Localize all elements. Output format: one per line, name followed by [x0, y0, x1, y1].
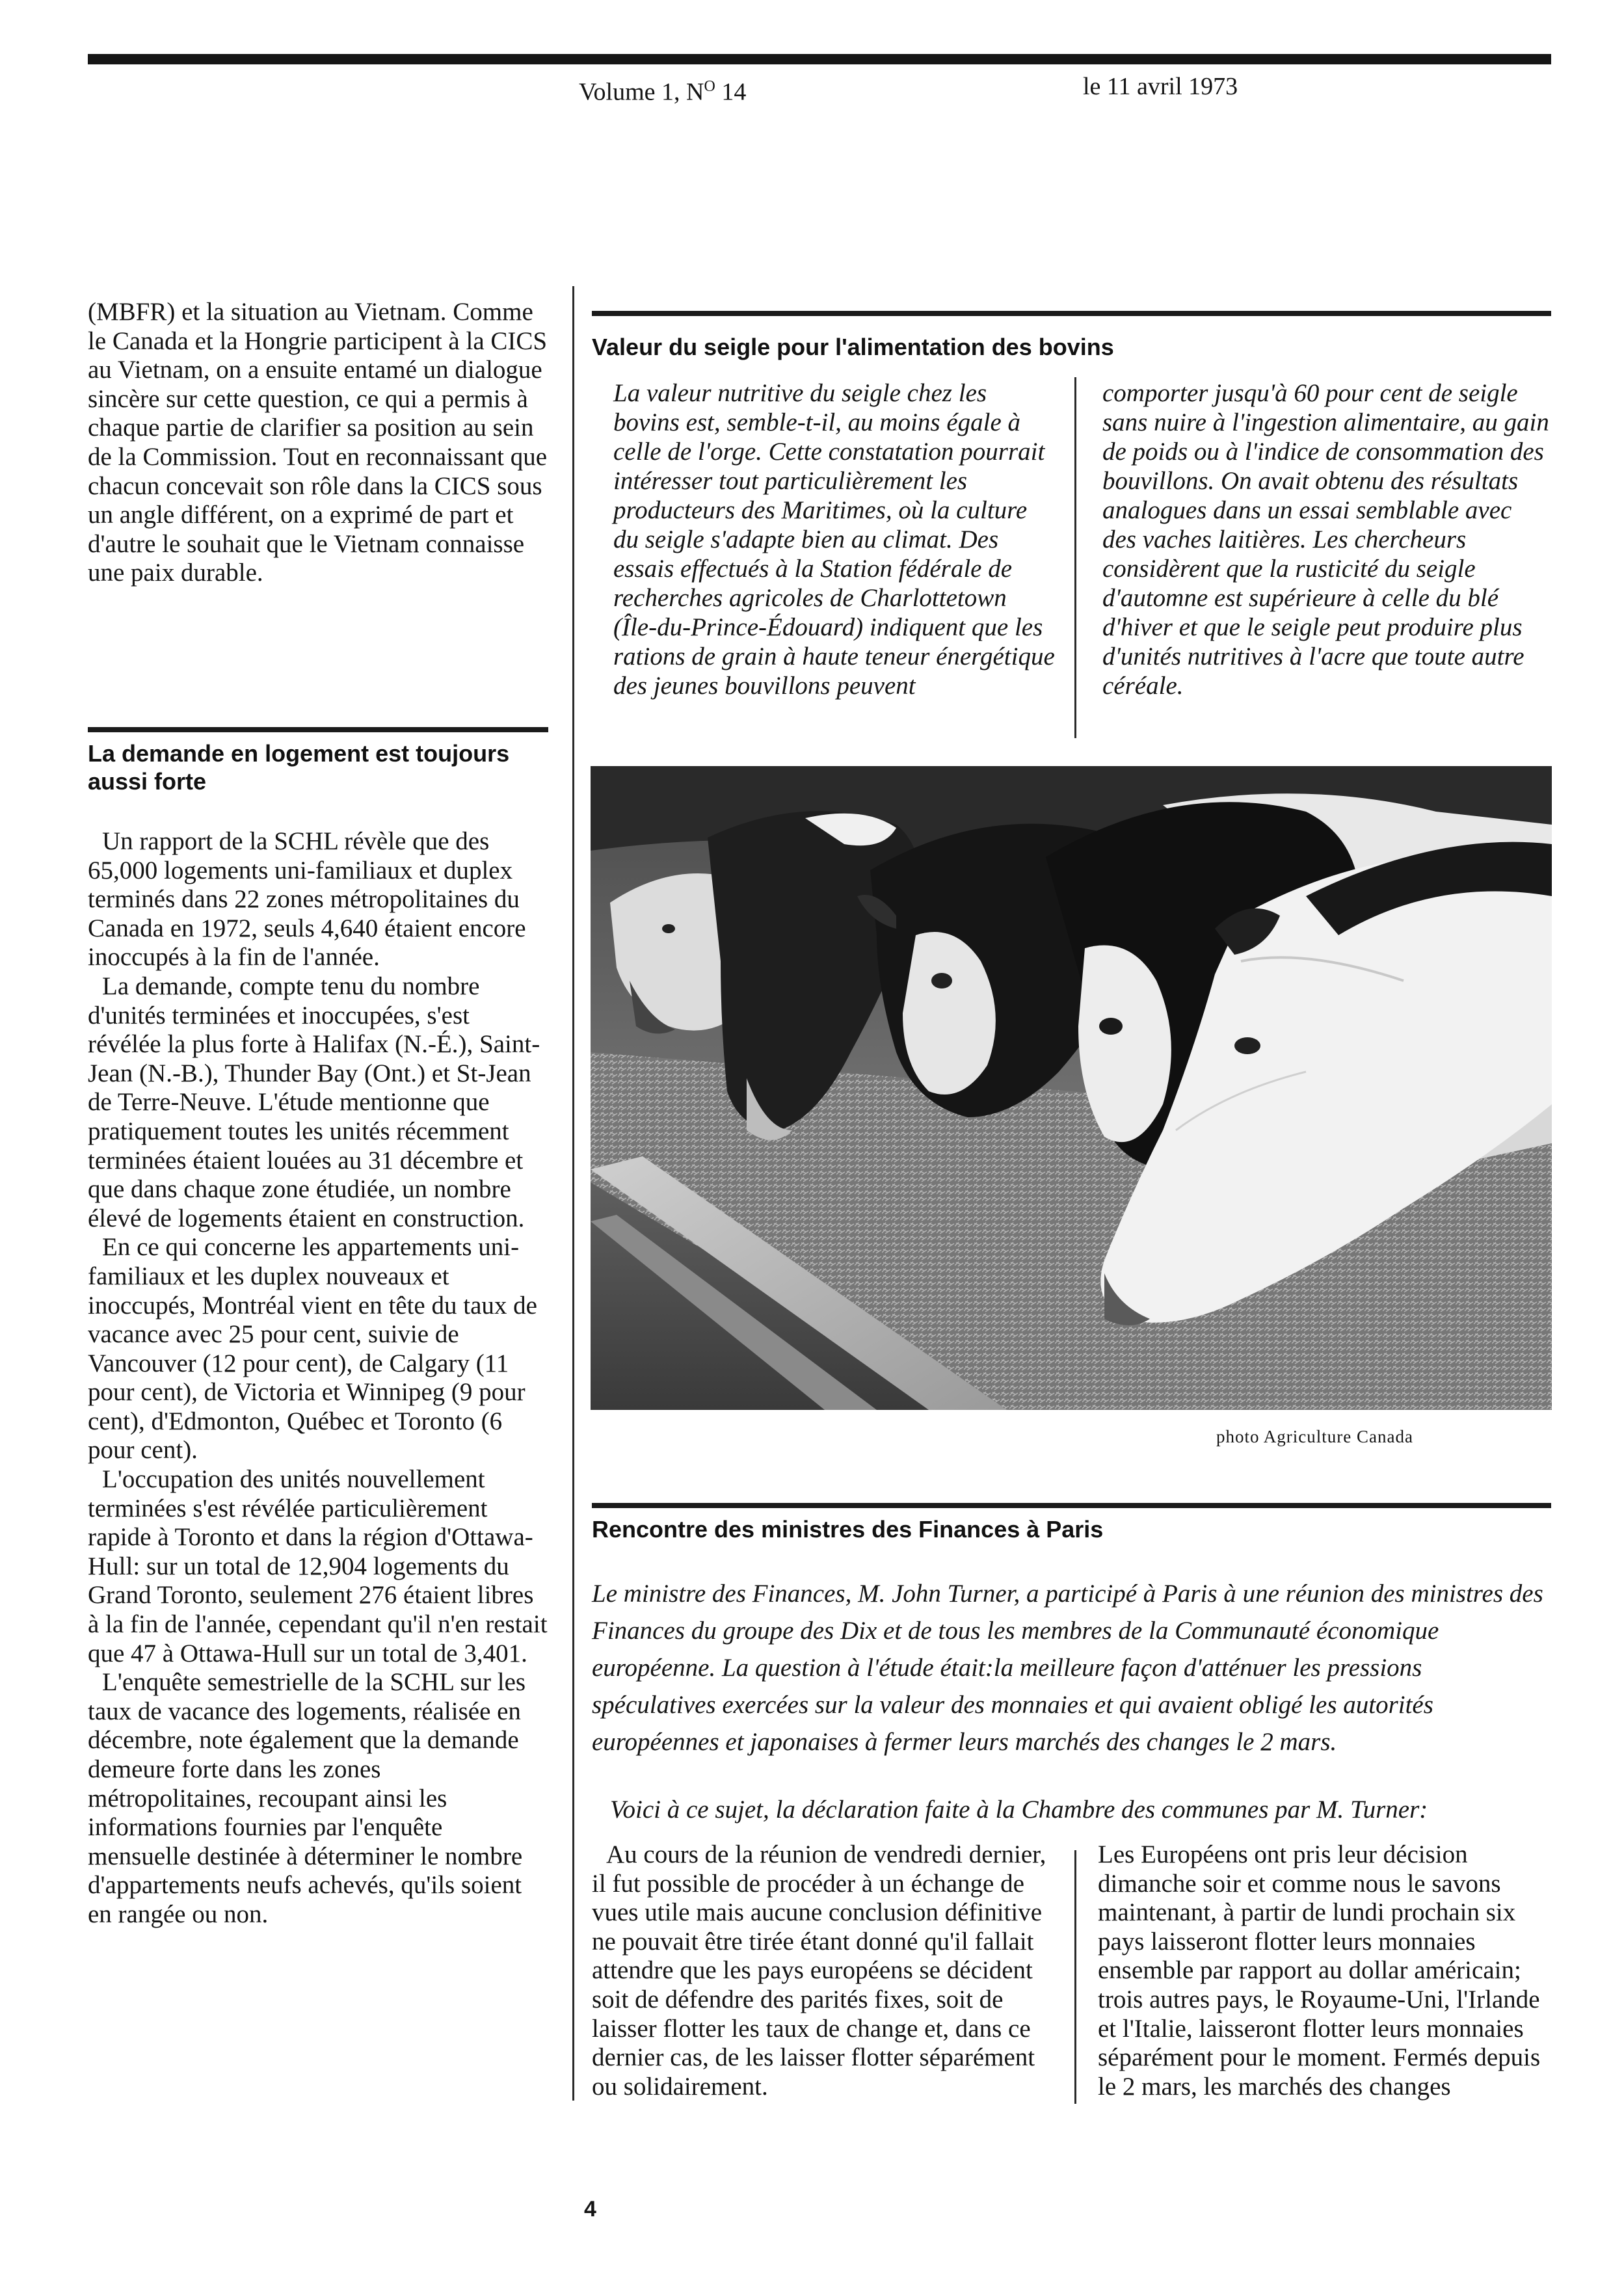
page-number: 4 [584, 2197, 596, 2222]
cattle-feeding-photo [591, 766, 1552, 1410]
vietnam-article-text [88, 298, 548, 588]
rye-text-col2: comporter jusqu'à 60 pour cent de seigle sans nuire à l'ingestion alimentaire, au gain de poids ou à l'indice de consommation des bouvillons. On avait obtenu des résultats analogues dans un essai semblable avec des vaches laitières. Les chercheurs considèrent que la rusticité du seigle d'automne est supérieure à celle du blé d'hiver et que le seigle peut produire plus d'unités nutritives à l'acre que toute autre céréale. [1102, 379, 1549, 700]
housing-paragraph-1: Un rapport de la SCHL révèle que des 65,000 logements uni-familiaux et duplex terminés dans 22 zones métropolitaines du Canada en 1972, seuls 4,640 étaient encore inoccupés à la fin de l'année. [88, 827, 526, 972]
issue-date: le 11 avril 1973 [1083, 73, 1238, 100]
finance-text-col2 [1098, 1840, 1553, 2101]
masthead-rule [88, 54, 1551, 64]
column-separator-finance [1074, 1850, 1076, 2104]
finance-text-col1 [592, 1840, 1054, 2101]
housing-title-rule [88, 727, 548, 732]
finance-title-rule [592, 1503, 1551, 1508]
column-separator-rye [1074, 377, 1076, 738]
finance-intro: Le ministre des Finances, M. John Turner, a participé à Paris à une réunion des ministres des Finances du groupe des Dix et de tous les membres de la Communauté économique européenne. La question à l'étude était:la meilleure façon d'atténuer les pressions spéculatives exercées sur la valeur des monnaies et qui avaient obligé les autorités européennes et japonaises à fermer leurs marchés des changes le 2 mars. [592, 1580, 1543, 1756]
housing-paragraph-3: En ce qui concerne les appartements uni-familiaux et les duplex nouveaux et inoccupés, Montréal vient en tête du taux de vacance avec 25 pour cent, suivie de Vancouver (12 pour cent), de Calgary (11 pour cent), de Victoria et Winnipeg (9 pour cent), d'Edmonton, Québec et Toronto (6 pour cent). [88, 1233, 537, 1465]
column-separator-left [572, 286, 574, 2101]
housing-paragraph-2: La demande, compte tenu du nombre d'unités terminées et inoccupées, s'est révélée la plus forte à Halifax (N.-É.), Saint-Jean (N.-B.), Thunder Bay (Ont.) et St-Jean de Terre-Neuve. L'étude mentionne que pratiquement toutes les unités récemment terminées étaient louées au 31 décembre et que dans chaque zone étudiée, un nombre élevé de logements étaient en construction. [88, 972, 540, 1232]
finance-paragraph-2: Les Européens ont pris leur décision dimanche soir et comme nous le savons maintenant, à partir de lundi prochain six pays laisseront flotter leurs monnaies ensemble par rapport au dollar américain; trois autres pays, le Royaume-Uni, l'Irlande et l'Italie, laisseront flotter leurs monnaies séparément pour le moment. Fermés depuis le 2 mars, les marchés des changes [1098, 1840, 1541, 2101]
housing-article-text [88, 827, 548, 1930]
vietnam-paragraph: (MBFR) et la situation au Vietnam. Comme le Canada et la Hongrie participent à la CICS au Vietnam, on a ensuite entamé un dialogue sincère sur cette question, ce qui a permis à chaque partie de clarifier sa position au sein de la Commission. Tout en reconnaissant que chacun concevait son rôle dans la CICS sous un angle différent, on a exprimé de part et d'autre le souhait que le Vietnam connaisse une paix durable. [88, 298, 548, 587]
finance-lead: Voici à ce sujet, la déclaration faite à la Chambre des communes par M. Turner: [610, 1796, 1428, 1824]
rye-article-title: Valeur du seigle pour l'alimentation des bovins [592, 334, 1114, 360]
volume-number: Volume 1, $N^O$ 14 [579, 78, 747, 106]
rye-title-rule [592, 311, 1551, 316]
housing-paragraph-5: L'enquête semestrielle de la SCHL sur les taux de vacance des logements, réalisée en décembre, note également que la demande demeure forte dans les zones métropolitaines, recoupant ainsi les informations fournies par l'enquête mensuelle destinée à déterminer le nombre d'appartements neufs achevés, qu'ils soient en rangée ou non. [88, 1668, 526, 1928]
rye-text-col1: La valeur nutritive du seigle chez les bovins est, semble-t-il, au moins égale à celle de l'orge. Cette constatation pourrait intéresser tout particulièrement les producteurs des Maritimes, où la culture du seigle s'adapte bien au climat. Des essais effectués à la Station fédérale de recherches agricoles de Charlottetown (Île-du-Prince-Édouard) indiquent que les rations de grain à haute teneur énergétique des jeunes bouvillons peuvent [613, 379, 1055, 700]
housing-article-title: La demande en logement est toujours aussi forte [88, 740, 510, 795]
finance-article-title: Rencontre des ministres des Finances à Paris [592, 1516, 1104, 1543]
photo-credit: photo Agriculture Canada [1216, 1427, 1413, 1446]
housing-paragraph-4: L'occupation des unités nouvellement terminées s'est révélée particulièrement rapide à Toronto et dans la région d'Ottawa-Hull: sur un total de 12,904 logements du Grand Toronto, seulement 276 étaient libres à la fin de l'année, cependant qu'il n'en restait que 47 à Ottawa-Hull sur un total de 3,401. [88, 1465, 548, 1667]
finance-paragraph-1: Au cours de la réunion de vendredi dernier, il fut possible de procéder à un échange de vues utile mais aucune conclusion définitive ne pouvait être tirée étant donné qu'il fallait attendre que les pays européens se décident soit de défendre des parités fixes, soit de laisser flotter les taux de change et, dans ce dernier cas, de les laisser flotter séparément ou solidairement. [592, 1840, 1046, 2101]
